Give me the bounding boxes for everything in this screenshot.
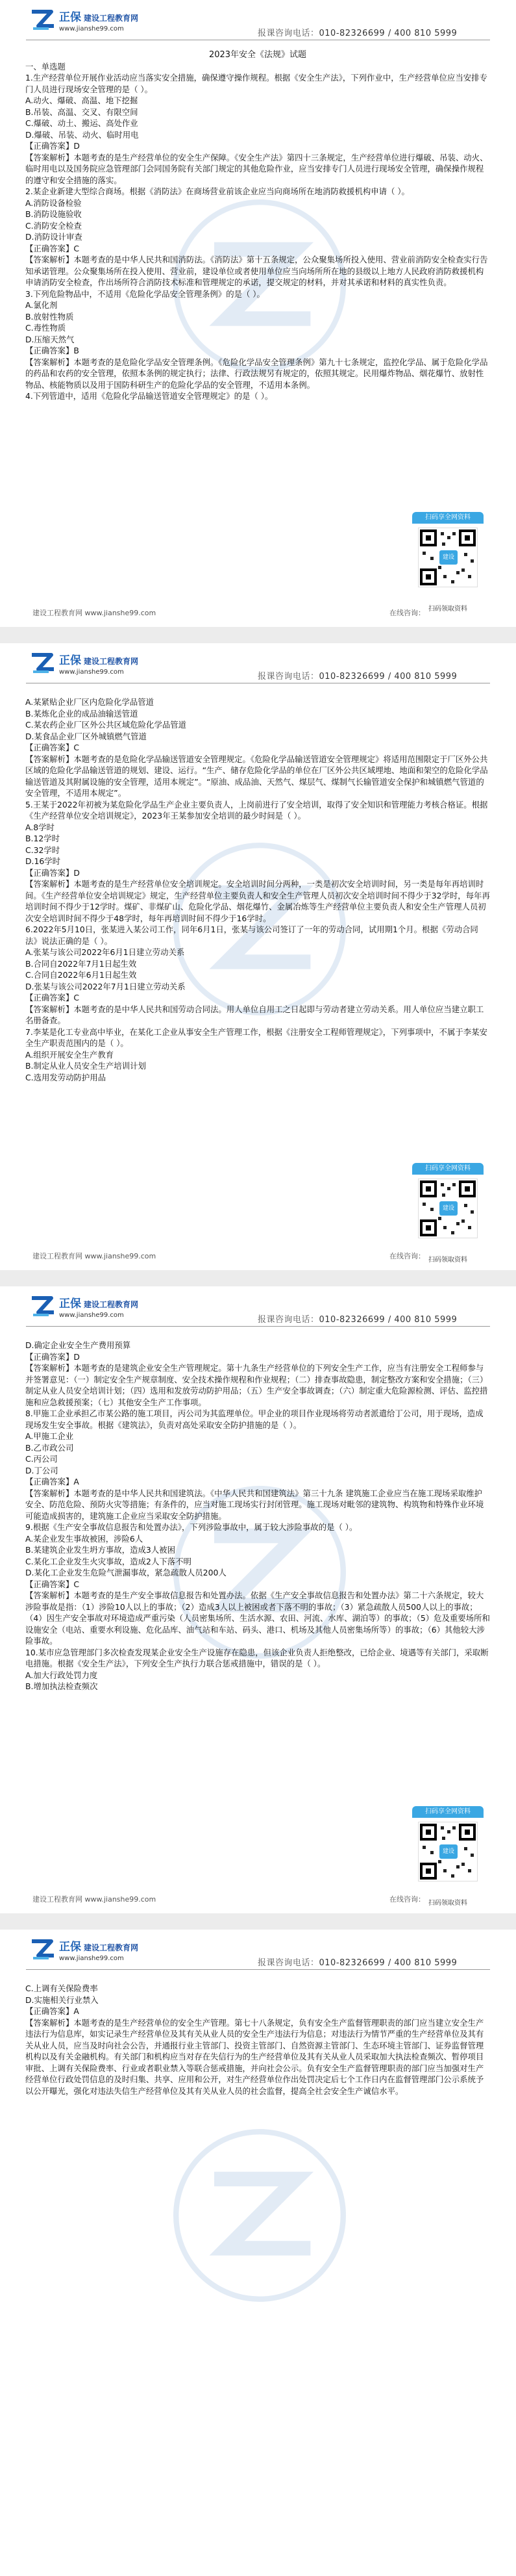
text-line: A.消防设备检验 <box>25 198 82 208</box>
logo-z-icon <box>29 1293 56 1320</box>
brand-logo[interactable] <box>29 6 138 34</box>
qr-banner: 扫码享全网资料 <box>412 1806 484 1818</box>
hotline-label: 报课咨询电话： <box>258 29 319 38</box>
text-line: C.爆破、动土、搬运、高处作业 <box>25 118 138 128</box>
logo-url: www.jianshe99.com <box>59 1955 124 1962</box>
text-line: D.16学时 <box>25 856 61 866</box>
text-line: 【正确答案】A <box>25 1477 79 1486</box>
text-line: A.8学时 <box>25 822 55 832</box>
text-line: 【正确答案】D <box>25 1351 80 1362</box>
text-line: 【正确答案】C <box>25 993 79 1002</box>
text-line: 【答案解析】本题考查的是生产安全事故信息报告和处置办法。依据《生产安全事故信息报告和处置办法》第二十六条规定，较大涉险事故是指：（1）涉险10人以上的事故；（2）造成3人以上被困或者下落不明的事故；（3）紧急疏散人员500人以上的事故；（4）因生产安全事故对环境造成严重污染（人员密集场所、生活水源、农田、河流、水库、湖泊等）的事故；（5）危及重要场所和设施安全（电站、重要水利设施、危化品库、油气站和车站、码头、港口、机场及其他人员密集场所等）的事故；（6）其他较大涉险事故。 <box>25 1590 490 1646</box>
text-line: 【正确答案】D <box>25 867 80 878</box>
qr-center-label: 建设 <box>439 1844 458 1859</box>
text-line: 1.生产经营单位开展作业活动应当落实安全措施，确保遵守操作规程。根据《安全生产法》，下列作业中，生产经营单位应当安排专门人员进行现场安全管理的是（ ）。 <box>25 73 487 94</box>
logo-brand: 正保 <box>59 11 81 24</box>
text-line: 8.甲施工企业承担乙市某公路的施工项目，丙公司为其监理单位。甲企业的项目作业现场将劳动者派遣给丁公司，用于现场，造成现场发生安全事故。根据《建筑法》，负责对高处采取安全防护措施的是（ ）。 <box>25 1409 484 1430</box>
qr-center-label: 建设 <box>439 1201 458 1216</box>
text-line: D.某食品企业厂区外城镇燃气管道 <box>25 731 147 741</box>
question-text <box>25 696 490 1083</box>
page-4-body <box>25 1983 490 2097</box>
logo-brand: 正保 <box>59 654 81 667</box>
text-line: 【正确答案】C <box>25 1579 79 1589</box>
brand-logo[interactable] <box>29 1936 138 1963</box>
qr-caption: 扫码领取资料 <box>428 606 467 613</box>
header-divider <box>26 1969 490 1970</box>
text-line: A.某紧贴企业厂区内危险化学品管道 <box>25 697 154 707</box>
text-line: C.32学时 <box>25 845 60 855</box>
hotline-number: 010-82326699 / 400 810 5999 <box>319 672 458 682</box>
text-line: D.确定企业安全生产费用预算 <box>25 1340 131 1350</box>
qr-code-icon <box>418 1179 478 1238</box>
text-line: 3.下列危险物品中，不适用《危险化学品安全管理条例》的是（ ）。 <box>25 288 265 299</box>
logo-brand: 正保 <box>59 1941 81 1954</box>
logo-brand: 正保 <box>59 1297 81 1310</box>
text-line: 7.李某是化工专业高中毕业，在某化工企业从事安全生产管理工作，根据《注册安全工程师管理规定》，下列事项中，不属于李某安全生产职责范围内的是（ ）。 <box>25 1027 487 1048</box>
logo-url: www.jianshe99.com <box>59 669 124 676</box>
text-line: A.甲施工企业 <box>25 1431 74 1441</box>
text-line: 【答案解析】本题考查的是生产经营单位安全培训规定。安全培训时间分两种，一类是初次安全培训时间，另一类是每年再培训时间。《生产经营单位安全培训规定》规定，生产经营单位主要负责人和安全生产管理人员初次安全培训时间不得少于32学时，每年再培训时间不得少于12学时。煤矿、非煤矿山、危险化学品、烟花爆竹、金属冶炼等生产经营单位主要负责人和安全生产管理人员初次安全培训时间不得少于48学时，每年再培训时间不得少于16学时。 <box>25 879 490 923</box>
text-line: 9.根据《生产安全事故信息报告和处置办法》，下列涉险事故中，属于较大涉险事故的是（ ）。 <box>25 1522 358 1532</box>
text-line: A.动火、爆破、高温、地下挖掘 <box>25 96 138 105</box>
text-line: 【答案解析】本题考查的是建筑企业安全生产管理规定。第十九条生产经营单位的下列安全生产工作，应当有注册安全工程师参与并签署意见：（一）制定安全生产规章制度、安全技术操作规程和作业规程；（二）排查事故隐患，制定整改方案和安全措施；（三）制定从业人员安全培训计划；（四）选用和发放劳动防护用品；（五）生产安全事故调查；（六）制定重大危险源检测、评估、监控措施和应急救援预案；（七）其他安全生产工作事项。 <box>25 1363 488 1407</box>
text-line: 【答案解析】本题考查的是危险化学品安全管理条例。《危险化学品安全管理条例》第九十七条规定，监控化学品、属于危险化学品的药品和农药的安全管理，依照本条例的规定执行；法律、行政法规另有规定的，依照其规定。民用爆炸物品、烟花爆竹、放射性物品、核能物质以及用于国防科研生产的危险化学品的安全管理，不适用本条例。 <box>25 357 488 390</box>
text-line: A.加大行政处罚力度 <box>25 1670 98 1680</box>
footer-consult[interactable]: 在线咨询： <box>389 1895 425 1904</box>
text-line: A.张某与该公司2022年6月1日建立劳动关系 <box>25 947 185 957</box>
header-divider <box>26 1326 490 1327</box>
text-line: D.张某与该公司2022年7月1日建立劳动关系 <box>25 981 186 991</box>
qr-code-icon <box>418 528 478 587</box>
logo-z-icon <box>29 6 56 34</box>
qr-code-icon <box>418 1822 478 1881</box>
text-line: B.增加执法检查频次 <box>25 1681 98 1691</box>
text-line: C.丙公司 <box>25 1454 58 1464</box>
text-line: D.丁公司 <box>25 1465 58 1475</box>
hotline-number: 010-82326699 / 400 810 5999 <box>319 1315 458 1325</box>
hotline <box>258 1312 457 1325</box>
text-line: 2.某企业新建大型综合商场。根据《消防法》在商场营业前该企业应当向商场所在地消防救援机构申请（ ）。 <box>25 186 410 196</box>
question-text <box>25 1983 490 2097</box>
qr-caption: 扫码领取资料 <box>428 1256 467 1264</box>
logo-z-icon <box>29 1936 56 1963</box>
text-line: B.12学时 <box>25 834 60 843</box>
footer-site: 建设工程教育网 www.jianshe99.com <box>32 609 156 617</box>
hotline-number: 010-82326699 / 400 810 5999 <box>319 1958 458 1968</box>
logo-name: 建设工程教育网 <box>84 1943 139 1952</box>
qr-code-card[interactable] <box>412 1806 484 1907</box>
brand-logo[interactable] <box>29 650 138 677</box>
text-line: B.合同自2022年7月1日起生效 <box>25 958 137 969</box>
text-line: 【答案解析】本题考查的是中华人民共和国建筑法。《中华人民共和国建筑法》第三十九条 建筑施工企业应当在施工现场采取维护安全、防范危险、预防火灾等措施；有条件的，应当对施工现场实行封闭管理。施工现场对毗邻的建筑物、构筑物和特殊作业环境可能造成损害的，建筑施工企业应当采取安全防护措施。 <box>25 1488 484 1521</box>
logo-name: 建设工程教育网 <box>84 14 139 23</box>
text-line: 一、单选题 <box>25 61 66 71</box>
text-line: C.合同自2022年6月1日起生效 <box>25 970 137 980</box>
logo-name: 建设工程教育网 <box>84 1300 139 1309</box>
text-line: A.某企业发生事故被困，涉险6人 <box>25 1533 143 1544</box>
text-line: D.某化工企业发生危险气泄漏事故，紧急疏散人员200人 <box>25 1568 227 1577</box>
text-line: D.压缩天然气 <box>25 334 75 344</box>
qr-caption: 扫码领取资料 <box>428 1900 467 1907</box>
document-page-3 <box>0 1286 516 1913</box>
hotline-label: 报课咨询电话： <box>258 1958 319 1968</box>
text-line: 【答案解析】本题考查的是中华人民共和国消防法。《消防法》第十五条规定，公众聚集场所投入使用、营业前消防安全检查实行告知承诺管理。公众聚集场所在投入使用、营业前，建设单位或者使用单位应当向场所所在地的县级以上地方人民政府消防救援机构申请消防安全检查，作出场所符合消防技术标准和管理规定的承诺，提交规定的材料，并对其承诺和材料的真实性负责。 <box>25 255 488 287</box>
question-text <box>25 1340 490 1692</box>
logo-url: www.jianshe99.com <box>59 25 124 32</box>
logo-url: www.jianshe99.com <box>59 1312 124 1319</box>
page-2-body <box>25 696 490 1083</box>
footer-site: 建设工程教育网 www.jianshe99.com <box>32 1252 156 1260</box>
footer-consult[interactable]: 在线咨询： <box>389 1252 425 1260</box>
text-line: C.消防安全检查 <box>25 220 82 231</box>
text-line: 【答案解析】本题考查的是危险化学品输送管道安全管理规定。《危险化学品输送管道安全管理规定》将适用范围限定于厂区外公共区域的危险化学品输送管道的规划、建设、运行。“生产、储存危险化学品的单位在厂区外公共区域埋地、地面和架空的危险化学品输送管道及其附属设施的安全管理，适用本规定”。“原油、成品油、天然气、煤层气、煤制气长输管道安全保护和城镇燃气管道的安全管理，不适用本规定”。 <box>25 754 488 798</box>
hotline-label: 报课咨询电话： <box>258 1315 319 1325</box>
document-page-4 <box>0 1930 516 2576</box>
text-line: B.消防设施验收 <box>25 209 82 219</box>
question-text <box>25 61 490 402</box>
text-line: A.氯化剂 <box>25 300 58 310</box>
text-line: B.吊装、高温、交叉、有限空间 <box>25 107 138 117</box>
page-1-body <box>25 49 490 402</box>
footer-site: 建设工程教育网 www.jianshe99.com <box>32 1895 156 1904</box>
hotline <box>258 669 457 682</box>
text-line: D.爆破、吊装、动火、临时用电 <box>25 129 139 140</box>
hotline <box>258 1956 457 1968</box>
text-line: 【正确答案】B <box>25 346 79 355</box>
text-line: 10.某市应急管理部门多次检查发现某企业安全生产设施存在隐患，但该企业负责人拒绝整改，已给企业、境遇等有关部门，采取断电措施。根据《安全生产法》，下列安全生产执行力联合惩戒措施中，错误的是（ ）。 <box>25 1647 489 1668</box>
text-line: 【正确答案】C <box>25 243 79 253</box>
page-3-body <box>25 1340 490 1692</box>
text-line: D.实施相关行业禁入 <box>25 1995 99 2005</box>
text-line: 【正确答案】C <box>25 743 79 752</box>
text-line: D.消防设计审查 <box>25 232 82 242</box>
brand-logo[interactable] <box>29 1293 138 1320</box>
document-page-1 <box>0 0 516 627</box>
watermark-logo-icon <box>169 2124 350 2306</box>
qr-code-card[interactable] <box>412 1163 484 1264</box>
text-line: C.上调有关保险费率 <box>25 1983 98 1993</box>
text-line: B.放射性物质 <box>25 311 74 322</box>
text-line: 6.2022年5月10日，张某进入某公司工作，同年6月1日，张某与该公司签订了一年的劳动合同，试用期1个月。根据《劳动合同法》说法正确的是（ ）。 <box>25 925 478 946</box>
document-page-2 <box>0 643 516 1270</box>
text-line: B.乙市政公司 <box>25 1442 74 1453</box>
page-title: 2023年安全《法规》试题 <box>208 50 307 60</box>
text-line: B.制定从业人员安全生产培训计划 <box>25 1061 146 1071</box>
qr-banner: 扫码享全网资料 <box>412 512 484 524</box>
text-line: 4.下列管道中，适用《危险化学品输送管道安全管理规定》的是（ ）。 <box>25 391 273 401</box>
qr-center-label: 建设 <box>439 550 458 565</box>
text-line: 【正确答案】D <box>25 141 80 151</box>
text-line: B.某建筑企业发生坍方事故，造成3人被困 <box>25 1545 175 1555</box>
hotline-label: 报课咨询电话： <box>258 672 319 682</box>
text-line: 【答案解析】本题考查的是中华人民共和国劳动合同法。用人单位自用工之日起即与劳动者建立劳动关系。用人单位应当建立职工名册备查。 <box>25 1004 484 1025</box>
text-line: C.某农药企业厂区外公共区域危险化学品管道 <box>25 720 187 730</box>
text-line: 【正确答案】A <box>25 2006 79 2016</box>
text-line: C.毒性物质 <box>25 323 66 333</box>
hotline <box>258 26 457 38</box>
text-line: A.组织开展安全生产教育 <box>25 1049 114 1060</box>
qr-banner: 扫码享全网资料 <box>412 1163 484 1175</box>
text-line: C.某化工企业发生火灾事故，造成2人下落不明 <box>25 1556 191 1566</box>
text-line: 【答案解析】本题考查的是生产经营单位的安全生产保障。《安全生产法》第四十三条规定，生产经营单位进行爆破、吊装、动火、临时用电以及国务院应急管理部门会同国务院有关部门规定的其他危险作业，应当安排专门人员进行现场安全管理，确保操作规程的遵守和安全措施的落实。 <box>25 152 488 185</box>
qr-code-card[interactable] <box>412 512 484 613</box>
text-line: 【答案解析】本题考查的是生产经营单位的安全生产管理。第七十八条规定，负有安全生产监督管理职责的部门应当建立安全生产违法行为信息库，如实记录生产经营单位及其有关从业人员的安全生产违法行为信息；对违法行为情节严重的生产经营单位及其有关从业人员，应当及时向社会公告，并通报行业主管部门、投资主管部门、自然资源主管部门、生态环境主管部门、证券监督管理机构以及有关金融机构。有关部门和机构应当对存在失信行为的生产经营单位及其有关从业人员采取加大执法检查频次、暂停项目审批、上调有关保险费率、行业或者职业禁入等联合惩戒措施，并向社会公示。负有安全生产监督管理职责的部门应当加强对生产经营单位行政处罚信息的及时归集、共享、应用和公开，对生产经营单位作出处罚决定后七个工作日内在监督管理部门公示系统予以公开曝光，强化对违法失信生产经营单位及其有关从业人员的社会监督，提高全社会安全生产诚信水平。 <box>25 2017 484 2096</box>
text-line: C.选用发劳动防护用品 <box>25 1072 106 1082</box>
logo-name: 建设工程教育网 <box>84 657 139 666</box>
logo-z-icon <box>29 650 56 677</box>
text-line: 5.王某于2022年初被为某危险化学品生产企业主要负责人，上岗前进行了安全培训，取得了安全知识和管理能力考核合格证。根据《生产经营单位安全培训规定》，2023年王某参加安全培训的最少时间是（ ）。 <box>25 799 488 821</box>
text-line: B.某炼化企业的成品油输送管道 <box>25 708 138 719</box>
footer-consult[interactable]: 在线咨询： <box>389 609 425 617</box>
hotline-number: 010-82326699 / 400 810 5999 <box>319 29 458 38</box>
